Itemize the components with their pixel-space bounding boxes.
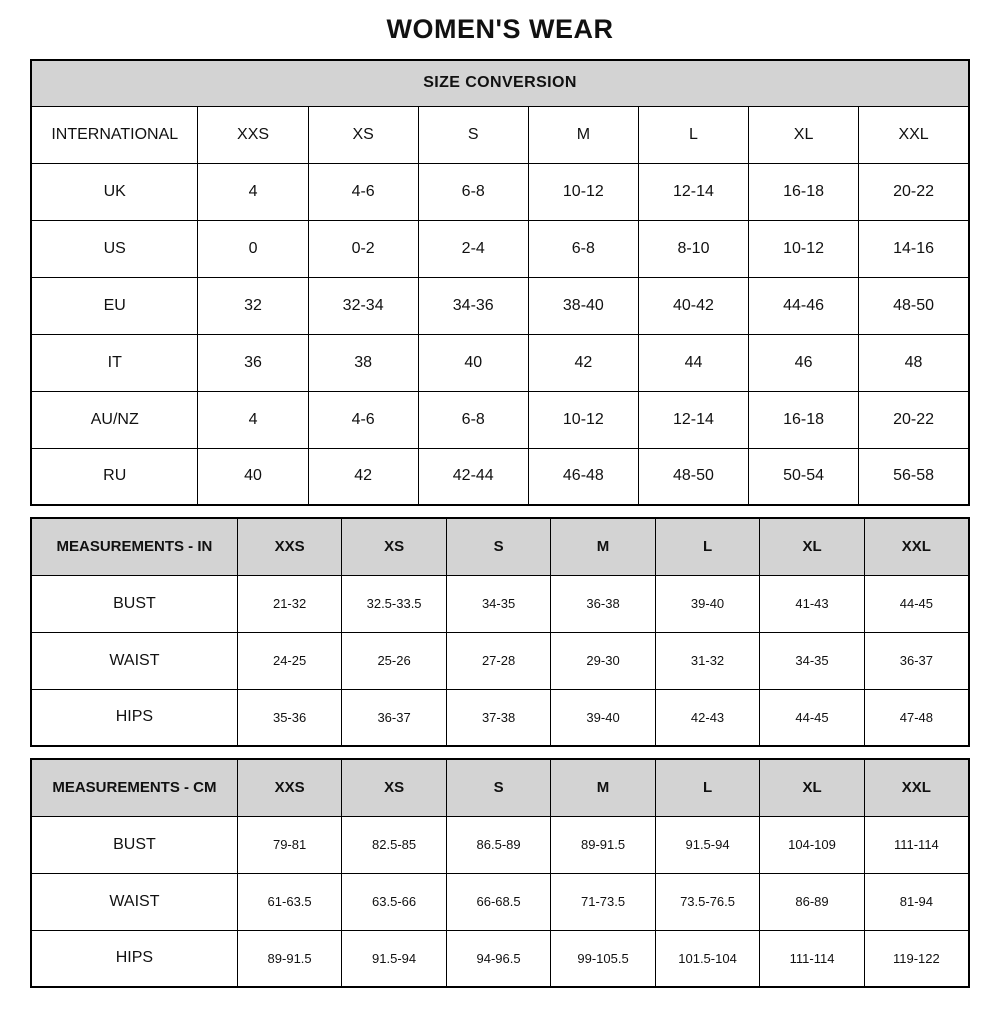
data-cell: 4	[198, 391, 308, 448]
data-cell: 40-42	[638, 277, 748, 334]
table-row	[31, 163, 969, 220]
data-cell: 111-114	[864, 816, 969, 873]
data-cell: 25-26	[342, 632, 446, 689]
data-cell: 20-22	[859, 391, 969, 448]
data-cell: 2-4	[418, 220, 528, 277]
size-header-s: S	[446, 518, 550, 575]
data-cell: 14-16	[859, 220, 969, 277]
size-header-xxl: XXL	[864, 759, 969, 816]
data-cell: 119-122	[864, 930, 969, 987]
data-cell: 99-105.5	[551, 930, 655, 987]
table-row	[31, 873, 969, 930]
size-header-l: L	[655, 759, 759, 816]
data-cell: 48-50	[859, 277, 969, 334]
data-cell: 42-43	[655, 689, 759, 746]
data-cell: 16-18	[749, 391, 859, 448]
data-cell: 48-50	[638, 448, 748, 505]
data-cell: 81-94	[864, 873, 969, 930]
data-cell: 41-43	[760, 575, 864, 632]
measurements-in-table	[30, 517, 970, 747]
table-row	[31, 816, 969, 873]
data-cell: 86-89	[760, 873, 864, 930]
table-row	[31, 391, 969, 448]
data-cell: 44	[638, 334, 748, 391]
size-header-l: L	[655, 518, 759, 575]
data-cell: 40	[198, 448, 308, 505]
row-label: BUST	[31, 575, 237, 632]
size_conversion-title-row	[31, 60, 969, 106]
data-cell: 36-37	[864, 632, 969, 689]
measurements_in-header-label: MEASUREMENTS - IN	[31, 518, 237, 575]
size-header-m: M	[551, 518, 655, 575]
measurements_in-header-row	[31, 518, 969, 575]
row-label: AU/NZ	[31, 391, 198, 448]
data-cell: 91.5-94	[342, 930, 446, 987]
data-cell: 46-48	[528, 448, 638, 505]
data-cell: 31-32	[655, 632, 759, 689]
data-cell: 4-6	[308, 391, 418, 448]
size-header-m: M	[551, 759, 655, 816]
data-cell: 0-2	[308, 220, 418, 277]
size-header-xs: XS	[308, 106, 418, 163]
size-header-xxs: XXS	[237, 759, 341, 816]
size-header-xl: XL	[749, 106, 859, 163]
table-row	[31, 448, 969, 505]
data-cell: 34-35	[760, 632, 864, 689]
table-row	[31, 220, 969, 277]
table-row	[31, 632, 969, 689]
measurements_cm-header-row	[31, 759, 969, 816]
size-header-xxl: XXL	[859, 106, 969, 163]
data-cell: 34-36	[418, 277, 528, 334]
data-cell: 86.5-89	[446, 816, 550, 873]
size-header-xxl: XXL	[864, 518, 969, 575]
data-cell: 16-18	[749, 163, 859, 220]
data-cell: 73.5-76.5	[655, 873, 759, 930]
row-label: BUST	[31, 816, 237, 873]
data-cell: 4	[198, 163, 308, 220]
data-cell: 56-58	[859, 448, 969, 505]
data-cell: 34-35	[446, 575, 550, 632]
data-cell: 6-8	[418, 391, 528, 448]
data-cell: 89-91.5	[551, 816, 655, 873]
data-cell: 44-46	[749, 277, 859, 334]
size-header-s: S	[446, 759, 550, 816]
data-cell: 42	[308, 448, 418, 505]
data-cell: 94-96.5	[446, 930, 550, 987]
data-cell: 40	[418, 334, 528, 391]
data-cell: 12-14	[638, 163, 748, 220]
data-cell: 50-54	[749, 448, 859, 505]
measurements-cm-table	[30, 758, 970, 988]
table-row	[31, 334, 969, 391]
data-cell: 37-38	[446, 689, 550, 746]
data-cell: 32.5-33.5	[342, 575, 446, 632]
data-cell: 27-28	[446, 632, 550, 689]
table-row	[31, 689, 969, 746]
row-label: EU	[31, 277, 198, 334]
data-cell: 42	[528, 334, 638, 391]
data-cell: 20-22	[859, 163, 969, 220]
data-cell: 44-45	[864, 575, 969, 632]
row-label: US	[31, 220, 198, 277]
row-label: WAIST	[31, 873, 237, 930]
data-cell: 24-25	[237, 632, 341, 689]
data-cell: 36	[198, 334, 308, 391]
size_conversion-header-row	[31, 106, 969, 163]
data-cell: 39-40	[551, 689, 655, 746]
data-cell: 71-73.5	[551, 873, 655, 930]
row-label: HIPS	[31, 930, 237, 987]
data-cell: 36-38	[551, 575, 655, 632]
data-cell: 10-12	[528, 163, 638, 220]
data-cell: 38-40	[528, 277, 638, 334]
measurements_cm-header-label: MEASUREMENTS - CM	[31, 759, 237, 816]
data-cell: 38	[308, 334, 418, 391]
data-cell: 46	[749, 334, 859, 391]
data-cell: 12-14	[638, 391, 748, 448]
data-cell: 48	[859, 334, 969, 391]
size-header-xl: XL	[760, 759, 864, 816]
row-label: WAIST	[31, 632, 237, 689]
size-conversion-table	[30, 59, 970, 506]
data-cell: 39-40	[655, 575, 759, 632]
data-cell: 10-12	[528, 391, 638, 448]
size-header-l: L	[638, 106, 748, 163]
row-label: HIPS	[31, 689, 237, 746]
size-header-xxs: XXS	[237, 518, 341, 575]
data-cell: 111-114	[760, 930, 864, 987]
data-cell: 0	[198, 220, 308, 277]
data-cell: 47-48	[864, 689, 969, 746]
data-cell: 66-68.5	[446, 873, 550, 930]
size-header-s: S	[418, 106, 528, 163]
data-cell: 61-63.5	[237, 873, 341, 930]
data-cell: 89-91.5	[237, 930, 341, 987]
size-header-xs: XS	[342, 759, 446, 816]
data-cell: 21-32	[237, 575, 341, 632]
size_conversion-title: SIZE CONVERSION	[31, 60, 969, 106]
table-row	[31, 575, 969, 632]
data-cell: 104-109	[760, 816, 864, 873]
data-cell: 29-30	[551, 632, 655, 689]
data-cell: 101.5-104	[655, 930, 759, 987]
data-cell: 4-6	[308, 163, 418, 220]
data-cell: 36-37	[342, 689, 446, 746]
data-cell: 42-44	[418, 448, 528, 505]
page-title: WOMEN'S WEAR	[386, 14, 614, 44]
size-header-xxs: XXS	[198, 106, 308, 163]
data-cell: 82.5-85	[342, 816, 446, 873]
data-cell: 8-10	[638, 220, 748, 277]
row-label: IT	[31, 334, 198, 391]
data-cell: 91.5-94	[655, 816, 759, 873]
table-row	[31, 277, 969, 334]
table-row	[31, 930, 969, 987]
data-cell: 10-12	[749, 220, 859, 277]
row-label: RU	[31, 448, 198, 505]
size-header-m: M	[528, 106, 638, 163]
size-header-xs: XS	[342, 518, 446, 575]
data-cell: 6-8	[418, 163, 528, 220]
data-cell: 6-8	[528, 220, 638, 277]
data-cell: 63.5-66	[342, 873, 446, 930]
size_conversion-header-label: INTERNATIONAL	[31, 106, 198, 163]
data-cell: 35-36	[237, 689, 341, 746]
data-cell: 79-81	[237, 816, 341, 873]
size-header-xl: XL	[760, 518, 864, 575]
row-label: UK	[31, 163, 198, 220]
data-cell: 32	[198, 277, 308, 334]
data-cell: 32-34	[308, 277, 418, 334]
data-cell: 44-45	[760, 689, 864, 746]
